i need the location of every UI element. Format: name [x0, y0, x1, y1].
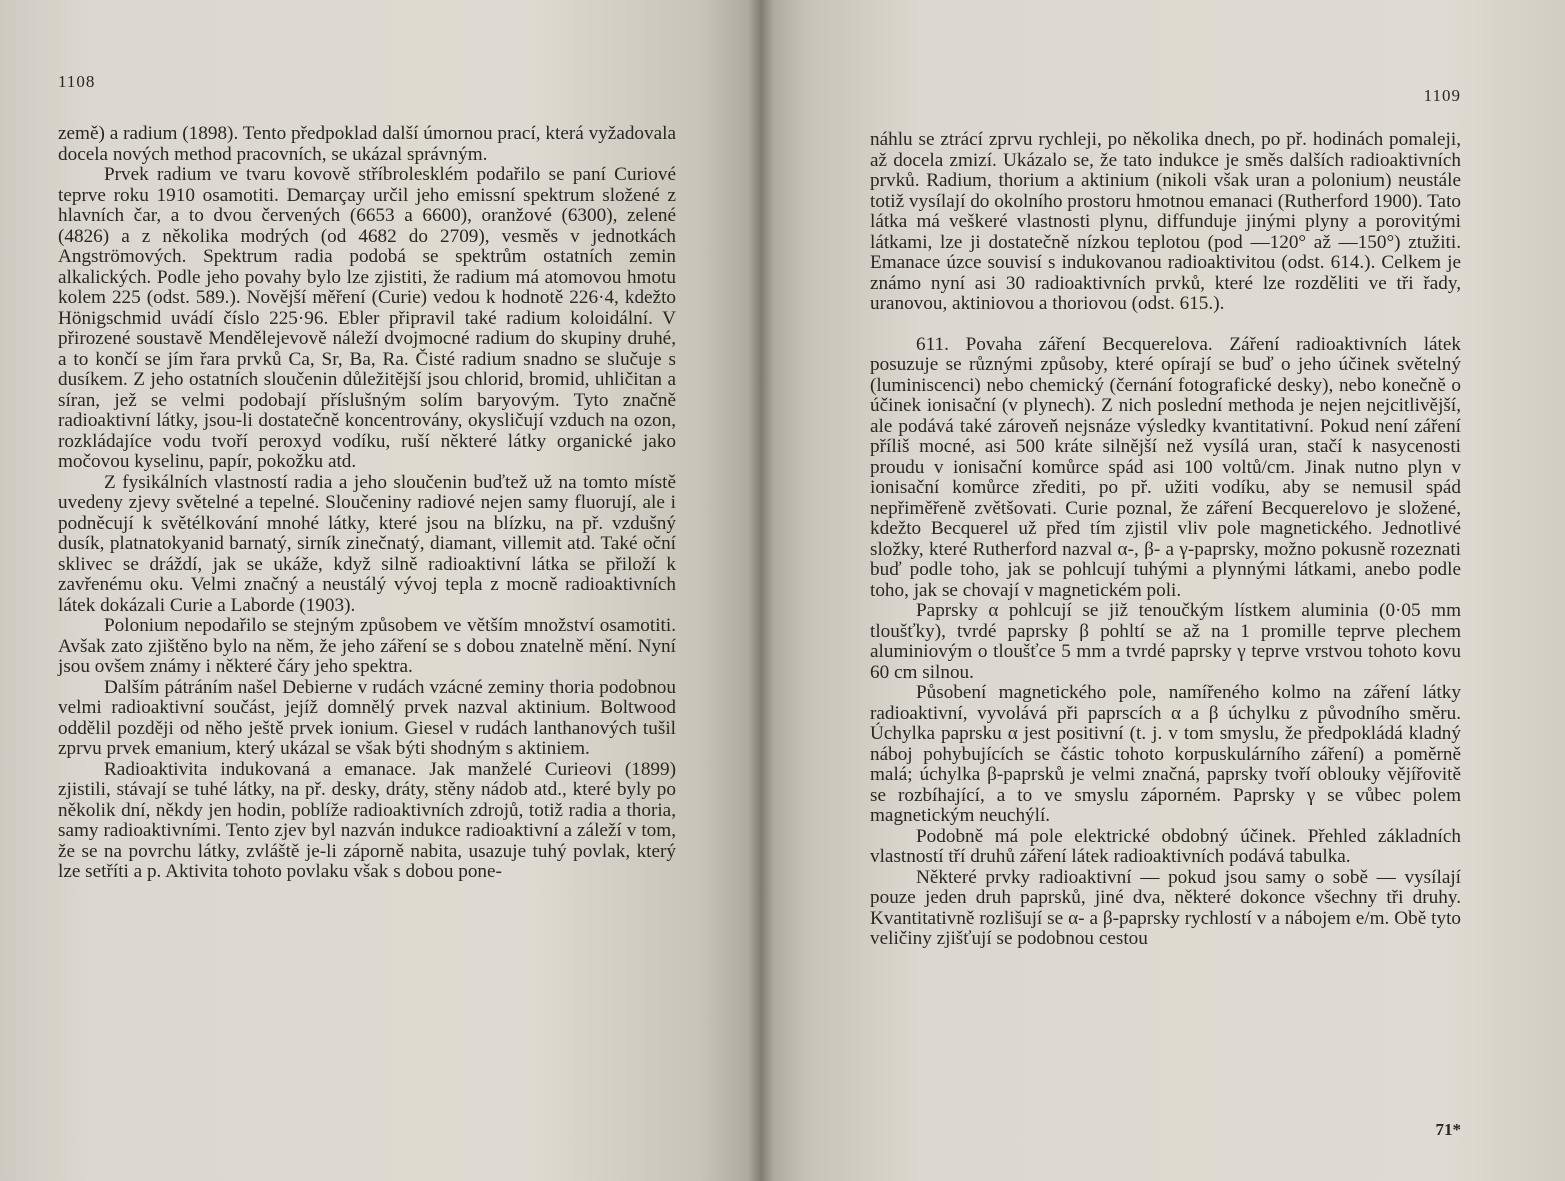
- paragraph: Působení magnetického pole, namířeného kolmo na záření látky radioaktivní, vyvolává při paprscích α a β úchylku z původního směru. Úchylka paprsku α jest positivní (t. j. v tom smyslu, že předpokládá kladný náboj pohybujících se částic tohoto korpuskulárního záření) a poměrně malá; úchylka β-paprsků je velmi značná, paprsky tvoří oblouky vějířovitě se rozbíhající, a to ve smyslu záporném. Paprsky γ se vůbec polem magnetickým neuchýlí.: [870, 682, 1461, 826]
- paragraph: Paprsky α pohlcují se již tenoučkým lístkem aluminia (0·05 mm tloušťky), tvrdé paprsky β pohltí se až na 1 promille teprve plechem aluminiovým o tloušťce 5 mm a tvrdé paprsky γ teprve vrstvou tohoto kovu 60 cm silnou.: [870, 600, 1461, 683]
- paragraph: Prvek radium ve tvaru kovově stříbrolesklém podařilo se paní Curiové teprve roku 1910 osamotiti. Demarçay určil jeho emissní spektrum složené z hlavních čar, a to dvou červených (6653 a 6600), oranžové (6300), zelené (4826) a z několika modrých (od 4682 do 2709), vesměs v jednotkách Angströmových. Spektrum radia podobá se spektrům ostatních zemin alkalických. Podle jeho povahy bylo lze zjistiti, že radium má atomovou hmotu kolem 225 (odst. 589.). Novější měření (Curie) vedou k hodnotě 226·4, kdežto Hönigschmid uvádí číslo 225·96. Ebler připravil také radium koloidální. V přirozené soustavě Mendělejevově náleží dvojmocné radium do skupiny druhé, a to končí se jím řara prvků Ca, Sr, Ba, Ra. Čisté radium snadno se slučuje s dusíkem. Z jeho ostatních sloučenin důležitější jsou chlorid, bromid, uhličitan a síran, jež se velmi podobají příslušným solím baryovým. Tyto značně radioaktivní látky, jsou-li dostatečně koncentrovány, okysličují vzduch na ozon, rozkládajíce vodu tvoří peroxyd vodíku, ruší některé látky organické jako močovou kyselinu, papír, pokožku atd.: [58, 164, 676, 472]
- paragraph: Některé prvky radioaktivní — pokud jsou samy o sobě — vysílají pouze jeden druh paprsků, jiné dva, některé dokonce všechny tři druhy. Kvantitativně rozlišují se α- a β-paprsky rychlostí v a nábojem e/m. Obě tyto veličiny zjišťují se podobnou cestou: [870, 866, 1461, 949]
- section-paragraph: 611. Povaha záření Becquerelova. Záření radioaktivních látek posuzuje se různými způsoby, které opírají se buď o jeho účinek světelný (luminiscenci) nebo chemický (černání fotografické desky), nebo konečně o účinek ionisační (v plynech). Z nich poslední methoda je nejen nejcitlivější, ale podává také zároveň nejsnáze výsledky kvantitativní. Pokud není záření příliš mocné, asi 500 kráte silnější než vysílá uran, stačí k nasycenosti proudu v ionisační komůrce spád asi 100 voltů/cm. Jinak nutno plyn v ionisační komůrce zřediti, po př. užiti vodíku, aby se nemusil spád nepřiměřeně zvětšovati. Curie poznal, že záření Becquerelovo je složené, kdežto Becquerel už před tím zjistil vliv pole magnetického. Jednotlivé složky, které Rutherford nazval α-, β- a γ-paprsky, možno pokusně rozeznati buď podle toho, jak se pohlcují tuhými a plynnými látkami, anebo podle toho, jak se chovají v magnetickém poli.: [870, 333, 1461, 601]
- paragraph: Z fysikálních vlastností radia a jeho sloučenin buďtež už na tomto místě uvedeny zjevy světelné a tepelné. Sloučeniny radiové nejen samy fluorují, ale i podněcují k světélkování mnohé látky, které jsou na blízku, na př. vzdušný dusík, platnatokyanid barnatý, sirník zinečnatý, diamant, villemit atd. Také oční sklivec se dráždí, jak se ukáže, když silně radioaktivní látka se přiloží k zavřenému oku. Velmi značný a neustálý vývoj tepla z mocně radioaktivních látek dokázali Curie a Laborde (1903).: [58, 471, 676, 616]
- paragraph: Dalším pátráním našel Debierne v rudách vzácné zeminy thoria podobnou velmi radioaktivní součást, jejíž domnělý prvek nazval aktinium. Boltwood oddělil později od něho ještě prvek ionium. Giesel v rudách lanthanových tušil zprvu prvek emanium, který ukázal se však býti shodným s aktiniem.: [58, 676, 676, 759]
- left-page: [0, 0, 760, 1181]
- left-page-text: [58, 124, 676, 883]
- right-page-number: 1109: [1423, 86, 1461, 105]
- signature-mark: 71*: [1435, 1120, 1461, 1139]
- right-page-text: [870, 130, 1461, 950]
- paragraph: Radioaktivita indukovaná a emanace. Jak manželé Curieovi (1899) zjistili, stávají se tuhé látky, na př. desky, dráty, stěny nádob atd., které byly po několik dní, někdy jen hodin, poblíže radioaktivních zdrojů, totiž radia a thoria, samy radioaktivními. Tento zjev byl nazván indukce radioaktivní a záleží v tom, že se na povrchu látky, zvláště je-li záporně nabita, usazuje tuhý povlak, který lze setříti a p. Aktivita tohoto povlaku však s dobou pone-: [58, 758, 676, 882]
- paragraph: země) a radium (1898). Tento předpoklad další úmornou prací, která vyžadovala docela nových method pracovních, se ukázal správným.: [58, 123, 676, 165]
- left-page-number: 1108: [58, 72, 96, 91]
- paragraph: náhlu se ztrácí zprvu rychleji, po několika dnech, po př. hodinách pomaleji, až docela zmizí. Ukázalo se, že tato indukce je směs dalších radioaktivních prvků. Radium, thorium a aktinium (nikoli však uran a polonium) neustále totiž vysílají do okolního prostoru hmotnou emanaci (Rutherford 1900). Tato látka má veškeré vlastnosti plynu, diffunduje jinými plyny a porovitými látkami, lze ji dostatečně nízkou teplotou (pod —120° až —150°) ztužiti. Emanace úzce souvisí s indukovanou radioaktivitou (odst. 614.). Celkem je známo nyní asi 30 radioaktivních prvků, které lze rozděliti ve tři řady, uranovou, aktiniovou a thoriovou (odst. 615.).: [870, 129, 1461, 314]
- right-page: [760, 0, 1565, 1181]
- paragraph: Polonium nepodařilo se stejným způsobem ve větším množství osamotiti. Avšak zato zjištěno bylo na něm, že jeho záření se s dobou znatelně mění. Nyní jsou ovšem známy i některé čáry jeho spektra.: [58, 615, 676, 677]
- paragraph: Podobně má pole elektrické obdobný účinek. Přehled základních vlastností tří druhů záření látek radioaktivních podává tabulka.: [870, 825, 1461, 867]
